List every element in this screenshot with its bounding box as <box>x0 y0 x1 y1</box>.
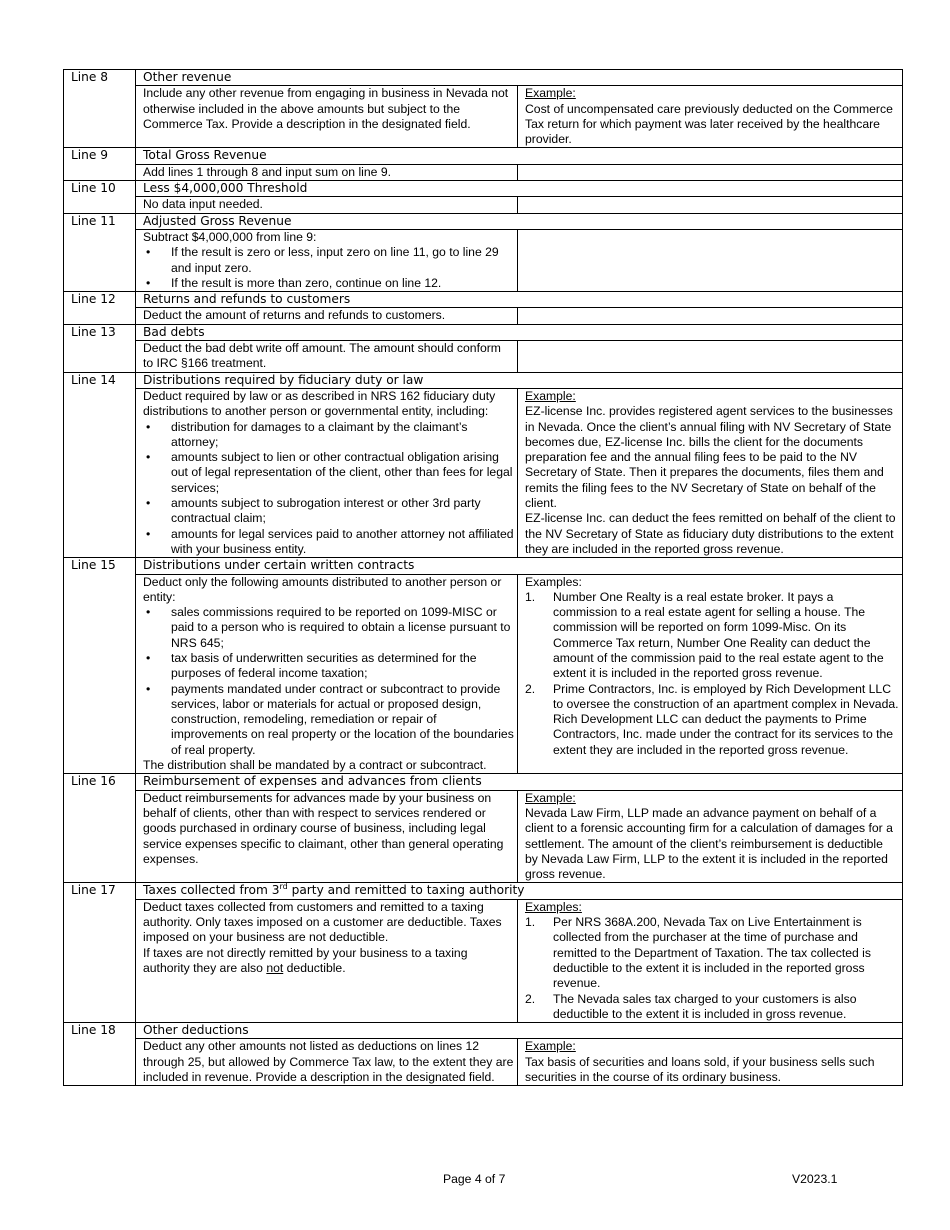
example-item-text: Per NRS 368A.200, Nevada Tax on Live Entertainment is collected from the purchaser at the time of purchase and remitted to the Department of Taxation. The tax collected is deductible to the extent it is included in the reported gross revenue. <box>553 915 871 991</box>
example-item <box>525 915 899 991</box>
example-item-text: Prime Contractors, Inc. is employed by Rich Development LLC to oversee the construction of an apartment complex in Nevada. Rich Development LLC can deduct the payments to Prime Contractors, Inc. made under the contract for its services to the extent they are included in the reported gross revenue. <box>553 681 899 757</box>
line-example <box>518 574 903 774</box>
example-text: Cost of uncompensated care previously deducted on the Commerce Tax return for which payment was later received by the healthcare provider. <box>525 101 893 147</box>
bullet-item: • sales commissions required to be reported on 1099-MISC or paid to a person who is required to obtain a license pursuant to NRS 645; <box>143 605 514 651</box>
line-description: No data input needed. <box>136 197 518 213</box>
bullet-item: • amounts for legal services paid to another attorney not affiliated with your business entity. <box>143 527 514 558</box>
bullet-item: • distribution for damages to a claimant by the claimant’s attorney; <box>143 420 514 451</box>
line-8-header-row <box>64 70 903 86</box>
line-number: Line 18 <box>64 1023 136 1086</box>
line-example <box>518 899 903 1022</box>
line-description: Include any other revenue from engaging in business in Nevada not otherwise included in the above amounts but subject to the Commerce Tax. Provide a description in the designated field. <box>136 86 518 148</box>
description-note: The distribution shall be mandated by a contract or subcontract. <box>143 758 487 773</box>
line-description <box>136 574 518 774</box>
line-number: Line 8 <box>64 70 136 148</box>
line-16-body-row <box>64 790 903 883</box>
line-title: Returns and refunds to customers <box>136 292 903 308</box>
line-13-body-row <box>64 341 903 373</box>
line-18-body-row <box>64 1039 903 1086</box>
line-10-header-row <box>64 181 903 197</box>
line-example <box>518 790 903 883</box>
line-example-empty <box>518 164 903 180</box>
example-number: 2. <box>525 681 536 696</box>
line-title: Total Gross Revenue <box>136 148 903 164</box>
note-part: deductible. <box>283 960 346 975</box>
line-12-header-row <box>64 292 903 308</box>
example-item <box>525 992 899 1023</box>
example-number: 1. <box>525 589 536 604</box>
line-11-body-row <box>64 229 903 291</box>
example-label: Examples: <box>525 899 582 914</box>
example-item <box>525 682 899 758</box>
description-note <box>143 946 514 977</box>
line-description: Deduct the bad debt write off amount. The amount should conform to IRC §166 treatment. <box>136 341 518 373</box>
line-title <box>136 883 903 899</box>
line-14-body-row <box>64 388 903 557</box>
line-18-header-row <box>64 1023 903 1039</box>
line-title: Distributions under certain written contracts <box>136 558 903 574</box>
example-number: 2. <box>525 991 536 1006</box>
line-description: Add lines 1 through 8 and input sum on line 9. <box>136 164 518 180</box>
line-16-header-row <box>64 774 903 790</box>
bullet-item: • amounts subject to subrogation interest or other 3rd party contractual claim; <box>143 496 514 527</box>
bullet-list <box>143 420 514 558</box>
line-example-empty <box>518 308 903 324</box>
line-15-body-row <box>64 574 903 774</box>
page-number: Page 4 of 7 <box>443 1172 506 1186</box>
example-item <box>525 590 899 682</box>
line-17-body-row <box>64 899 903 1022</box>
bullet-list <box>143 245 514 291</box>
description-intro: Subtract $4,000,000 from line 9: <box>143 229 317 244</box>
bullet-item: • If the result is zero or less, input zero on line 11, go to line 29 and input zero. <box>143 245 514 276</box>
description-intro: Deduct required by law or as described in NRS 162 fiduciary duty distributions to another person or governmental entity, including: <box>143 388 496 419</box>
line-number: Line 14 <box>64 372 136 558</box>
line-9-header-row <box>64 148 903 164</box>
example-text: Nevada Law Firm, LLP made an advance payment on behalf of a client to a forensic accounting firm for a calculation of damages for a settlement. The amount of the client’s reimbursement is deductible by Nevada Law Firm, LLP to the extent it is included in the reported gross revenue. <box>525 805 893 882</box>
example-item-text: Number One Realty is a real estate broker. It pays a commission to a real estate agent for selling a house. The commission will be reported on form 1099-Misc. On its Commerce Tax return, Number One Reality can deduct the amount of the commission paid to the real estate agent to the extent it is included in the reported gross revenue. <box>553 589 884 681</box>
title-part: party and remitted to taxing authority <box>287 883 525 898</box>
example-text: EZ-license Inc. can deduct the fees remitted on behalf of the client to the NV Secretary of State as fiduciary duty distributions to the extent they are included in the reported gross revenue. <box>525 511 896 556</box>
line-example-empty <box>518 341 903 373</box>
line-description: Deduct any other amounts not listed as deductions on lines 12 through 25, but allowed by Commerce Tax law, to the extent they are included in revenue. Provide a description in the designated field. <box>136 1039 518 1086</box>
line-15-header-row <box>64 558 903 574</box>
version-label: V2023.1 <box>792 1172 838 1186</box>
line-example-empty <box>518 197 903 213</box>
bullet-item: • amounts subject to lien or other contractual obligation arising out of legal representation of the client, other than fees for legal services; <box>143 450 514 496</box>
line-11-header-row <box>64 213 903 229</box>
line-17-header-row <box>64 883 903 899</box>
line-10-body-row <box>64 197 903 213</box>
title-part: Taxes collected from 3 <box>143 883 280 898</box>
example-list <box>525 915 899 1022</box>
line-number: Line 10 <box>64 181 136 214</box>
line-example <box>518 86 903 148</box>
line-title: Bad debts <box>136 324 903 340</box>
line-description: Deduct the amount of returns and refunds to customers. <box>136 308 518 324</box>
note-part: If taxes are not directly remitted by your business to a taxing authority they are also <box>143 945 468 975</box>
line-description <box>136 899 518 1022</box>
line-number: Line 11 <box>64 213 136 291</box>
line-title: Reimbursement of expenses and advances from clients <box>136 774 903 790</box>
title-superscript: rd <box>279 882 288 892</box>
example-label: Example: <box>525 790 576 805</box>
line-9-body-row <box>64 164 903 180</box>
line-title: Distributions required by fiduciary duty or law <box>136 372 903 388</box>
example-label: Example: <box>525 388 576 403</box>
example-label: Example: <box>525 1039 576 1054</box>
example-label: Examples: <box>525 574 582 589</box>
line-description <box>136 388 518 557</box>
example-text: Tax basis of securities and loans sold, if your business sells such securities in the course of its ordinary business. <box>525 1054 875 1084</box>
line-12-body-row <box>64 308 903 324</box>
example-label: Example: <box>525 86 576 101</box>
example-item-text: The Nevada sales tax charged to your customers is also deductible to the extent it is included in gross revenue. <box>553 991 857 1021</box>
line-number: Line 9 <box>64 148 136 181</box>
line-example-empty <box>518 229 903 291</box>
example-list <box>525 590 899 758</box>
bullet-item: • payments mandated under contract or subcontract to provide services, labor or materials for actual or proposed design, construction, remodeling, remediation or repair of improvements on real property or the location of the boundaries of real property. <box>143 682 514 758</box>
line-description: Deduct reimbursements for advances made by your business on behalf of clients, other than with respect to services rendered or goods purchased in ordinary course of business, including legal service expenses specific to claimant, other than general operating expenses. <box>136 790 518 883</box>
line-example <box>518 1039 903 1086</box>
line-8-body-row <box>64 86 903 148</box>
line-number: Line 17 <box>64 883 136 1023</box>
line-14-header-row <box>64 372 903 388</box>
note-emphasis: not <box>266 960 284 975</box>
line-number: Line 12 <box>64 292 136 325</box>
example-number: 1. <box>525 915 536 930</box>
line-number: Line 15 <box>64 558 136 774</box>
description-intro: Deduct taxes collected from customers and remitted to a taxing authority. Only taxes imposed on a customer are deductible. Taxes imposed on your business are not deductible. <box>143 899 502 945</box>
instructions-table <box>63 69 903 1086</box>
bullet-item: • tax basis of underwritten securities as determined for the purposes of federal income taxation; <box>143 651 514 682</box>
line-title: Other revenue <box>136 70 903 86</box>
line-number: Line 13 <box>64 324 136 372</box>
bullet-item: • If the result is more than zero, continue on line 12. <box>143 276 514 291</box>
bullet-list <box>143 605 514 758</box>
line-13-header-row <box>64 324 903 340</box>
line-title: Adjusted Gross Revenue <box>136 213 903 229</box>
example-text: EZ-license Inc. provides registered agent services to the businesses in Nevada. Once the client’s annual filing with NV Secretary of State becomes due, EZ-license Inc. bills the client for the documents preparation fee and the annual filing fees to be paid to the NV Secretary of State. Then it prepares the documents, files them and remits the filing fees to the NV Secretary of State on behalf of the client. <box>525 404 893 511</box>
line-number: Line 16 <box>64 774 136 883</box>
line-example <box>518 388 903 557</box>
description-intro: Deduct only the following amounts distributed to another person or entity: <box>143 574 502 604</box>
line-title: Less $4,000,000 Threshold <box>136 181 903 197</box>
line-title: Other deductions <box>136 1023 903 1039</box>
line-description <box>136 229 518 291</box>
